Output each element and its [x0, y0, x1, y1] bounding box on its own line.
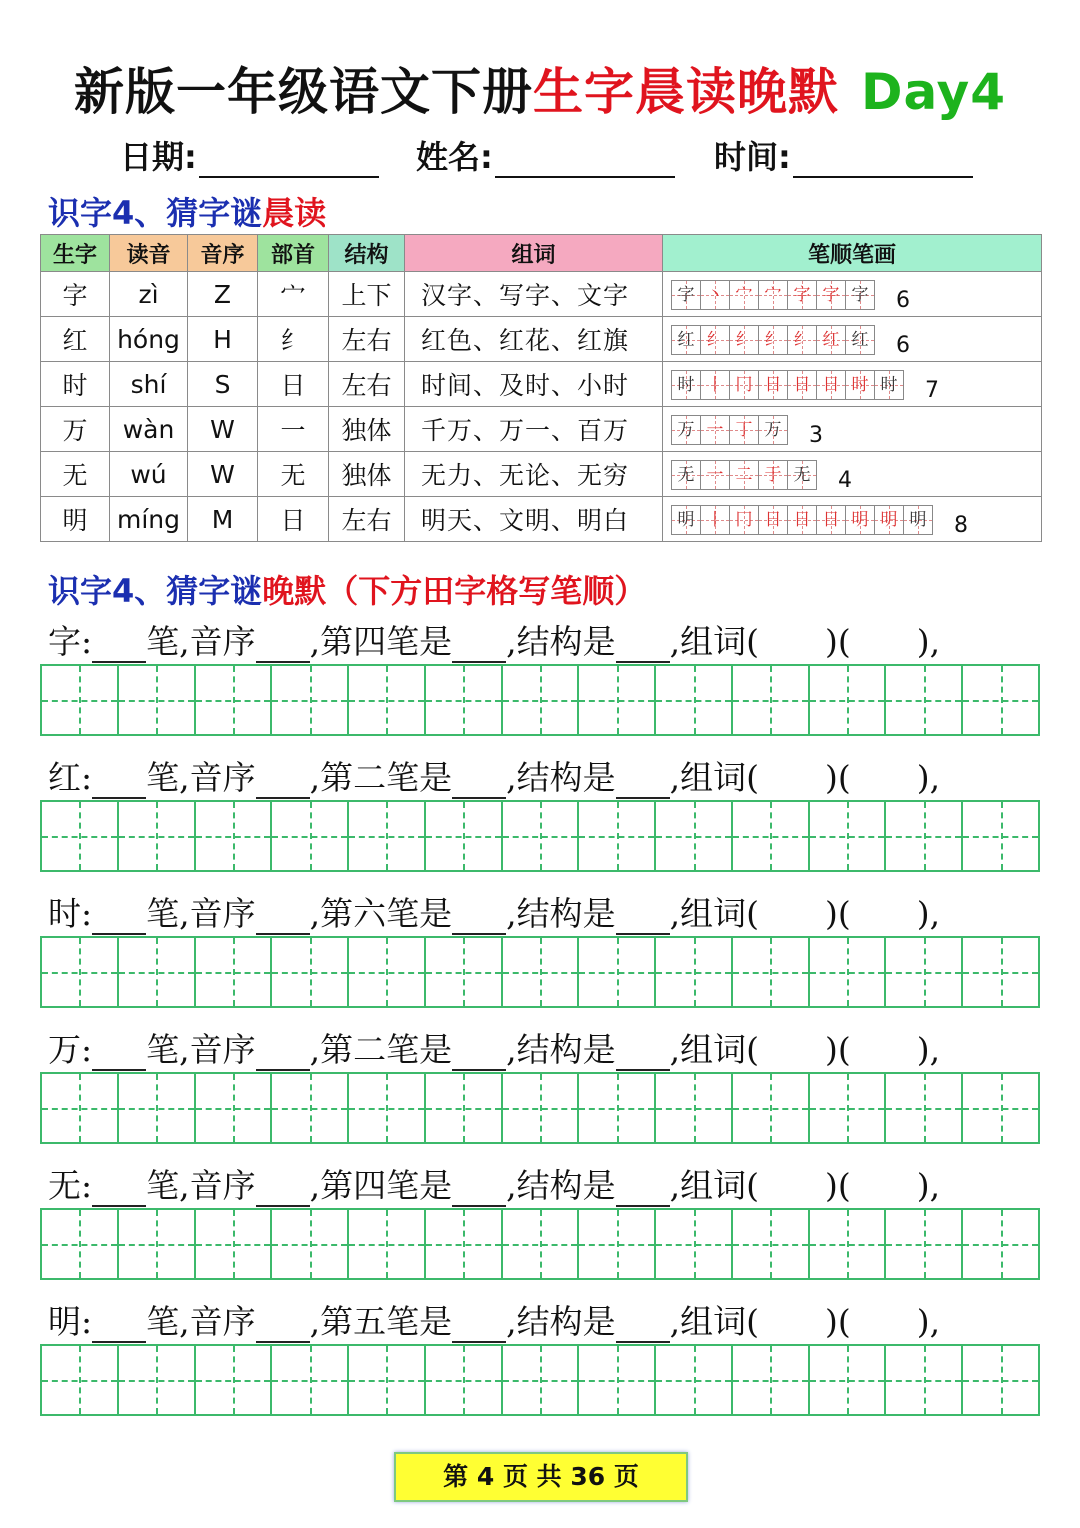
- stroke-step: 字: [845, 280, 875, 310]
- label-words: 组词(: [680, 1166, 759, 1205]
- tianzige-cell[interactable]: [503, 1346, 580, 1414]
- cell-structure: 上下: [329, 272, 405, 317]
- tianzige-cell[interactable]: [119, 1346, 196, 1414]
- cell-structure: 独体: [329, 407, 405, 452]
- tianzige-cell[interactable]: [272, 938, 349, 1006]
- cell-char: 明: [41, 497, 110, 542]
- header-zuci: 组词: [405, 235, 663, 272]
- answer-blank[interactable]: [92, 1311, 146, 1343]
- cell-words: 时间、及时、小时: [405, 362, 663, 407]
- tianzige-cell[interactable]: [963, 666, 1038, 734]
- question-char: 明:: [48, 1302, 93, 1341]
- tianzige-cell[interactable]: [196, 1346, 273, 1414]
- stroke-step: 日: [758, 370, 788, 400]
- label-words: 组词(: [680, 894, 759, 933]
- page-number-badge: 第 4 页 共 36 页: [394, 1452, 688, 1502]
- question-char: 万:: [48, 1030, 93, 1069]
- date-field[interactable]: 日期:: [120, 132, 379, 178]
- tianzige-cell[interactable]: [196, 938, 273, 1006]
- answer-blank[interactable]: [616, 903, 670, 935]
- stroke-step: 日: [816, 505, 846, 535]
- tianzige-cell[interactable]: [272, 802, 349, 870]
- stroke-step: 丁: [729, 415, 759, 445]
- stroke-step: 时: [845, 370, 875, 400]
- label-structure: 结构是: [516, 758, 616, 797]
- header-yinxu: 音序: [188, 235, 258, 272]
- label-strokes: 笔,: [146, 1302, 190, 1341]
- tianzige-cell[interactable]: [349, 938, 426, 1006]
- tianzige-cell[interactable]: [656, 666, 733, 734]
- time-field[interactable]: 时间:: [714, 132, 973, 178]
- stroke-step: 无: [671, 460, 701, 490]
- info-row: [120, 132, 980, 176]
- page-title: [0, 52, 1080, 124]
- label-strokes: 笔,: [146, 622, 190, 661]
- stroke-count: 7: [925, 378, 939, 403]
- stroke-step: 明: [903, 505, 933, 535]
- tianzige-cell[interactable]: [119, 802, 196, 870]
- tianzige-cell[interactable]: [963, 802, 1038, 870]
- cell-char: 时: [41, 362, 110, 407]
- tianzige-cell[interactable]: [810, 938, 887, 1006]
- tianzige-cell[interactable]: [196, 1074, 273, 1142]
- label-initial: 音序: [189, 622, 256, 661]
- answer-blank[interactable]: [256, 631, 310, 663]
- cell-initial: Z: [188, 272, 258, 317]
- answer-blank[interactable]: [256, 1175, 310, 1207]
- label-structure: 结构是: [516, 1030, 616, 1069]
- stroke-step: 宀: [758, 280, 788, 310]
- cell-pinyin: míng: [110, 497, 188, 542]
- stroke-step: 日: [758, 505, 788, 535]
- cell-pinyin: wàn: [110, 407, 188, 452]
- tianzige-cell[interactable]: [733, 1210, 810, 1278]
- stroke-step: 纟: [700, 325, 730, 355]
- label-nth-stroke: 第四笔是: [320, 1166, 453, 1205]
- stroke-step: 丨: [700, 505, 730, 535]
- question-char: 无:: [48, 1166, 93, 1205]
- table-row: [41, 497, 1042, 542]
- label-strokes: 笔,: [146, 1166, 190, 1205]
- label-nth-stroke: 第五笔是: [320, 1302, 453, 1341]
- tianzige-cell[interactable]: [426, 1074, 503, 1142]
- character-table: [40, 234, 1042, 542]
- label-nth-stroke: 第二笔是: [320, 1030, 453, 1069]
- tianzige-cell[interactable]: [503, 938, 580, 1006]
- header-bushou: 部首: [258, 235, 329, 272]
- stroke-step: 丶: [700, 280, 730, 310]
- tianzige-row: [40, 664, 1040, 736]
- tianzige-cell[interactable]: [426, 802, 503, 870]
- cell-structure: 左右: [329, 362, 405, 407]
- stroke-count: 6: [896, 333, 910, 358]
- cell-stroke-order: [663, 317, 1042, 362]
- tianzige-cell[interactable]: [119, 938, 196, 1006]
- stroke-step: 无: [787, 460, 817, 490]
- label-structure: 结构是: [516, 622, 616, 661]
- table-row: [41, 362, 1042, 407]
- tianzige-cell[interactable]: [886, 1210, 963, 1278]
- stroke-step: 红: [845, 325, 875, 355]
- tianzige-cell[interactable]: [426, 666, 503, 734]
- stroke-step: 丨: [700, 370, 730, 400]
- stroke-step: 冂: [729, 370, 759, 400]
- tianzige-row: [40, 1072, 1040, 1144]
- tianzige-cell[interactable]: [963, 1346, 1038, 1414]
- cell-pinyin: shí: [110, 362, 188, 407]
- tianzige-cell[interactable]: [503, 802, 580, 870]
- label-initial: 音序: [189, 1030, 256, 1069]
- cell-char: 无: [41, 452, 110, 497]
- table-row: [41, 272, 1042, 317]
- stroke-step: 明: [874, 505, 904, 535]
- label-strokes: 笔,: [146, 758, 190, 797]
- answer-blank[interactable]: [256, 767, 310, 799]
- label-initial: 音序: [189, 1302, 256, 1341]
- cell-words: 明天、文明、明白: [405, 497, 663, 542]
- tianzige-cell[interactable]: [886, 666, 963, 734]
- tianzige-cell[interactable]: [656, 1210, 733, 1278]
- tianzige-cell[interactable]: [426, 1346, 503, 1414]
- title-main: 新版一年级语文下册: [73, 63, 533, 121]
- question-line: 红: 笔,音序 ,第二笔是 ,结构是 ,组词( )( ),: [48, 758, 941, 797]
- tianzige-cell[interactable]: [272, 666, 349, 734]
- cell-stroke-order: [663, 272, 1042, 317]
- tianzige-cell[interactable]: [42, 1346, 119, 1414]
- cell-initial: S: [188, 362, 258, 407]
- cell-stroke-order: [663, 452, 1042, 497]
- stroke-step: 万: [758, 415, 788, 445]
- tianzige-cell[interactable]: [42, 802, 119, 870]
- tianzige-cell[interactable]: [196, 1210, 273, 1278]
- tianzige-cell[interactable]: [272, 1346, 349, 1414]
- tianzige-row: [40, 1208, 1040, 1280]
- tianzige-cell[interactable]: [349, 802, 426, 870]
- tianzige-cell[interactable]: [810, 802, 887, 870]
- tianzige-cell[interactable]: [503, 1074, 580, 1142]
- tianzige-cell[interactable]: [426, 1210, 503, 1278]
- cell-radical: 纟: [258, 317, 329, 362]
- table-row: [41, 317, 1042, 362]
- stroke-step: 一: [700, 460, 730, 490]
- cell-char: 红: [41, 317, 110, 362]
- question-line: 无: 笔,音序 ,第四笔是 ,结构是 ,组词( )( ),: [48, 1166, 941, 1205]
- question-char: 时:: [48, 894, 93, 933]
- cell-initial: H: [188, 317, 258, 362]
- tianzige-cell[interactable]: [733, 1074, 810, 1142]
- tianzige-cell[interactable]: [810, 666, 887, 734]
- tianzige-cell[interactable]: [963, 1074, 1038, 1142]
- tianzige-cell[interactable]: [733, 666, 810, 734]
- question-char: 字:: [48, 622, 93, 661]
- stroke-step: 纟: [787, 325, 817, 355]
- answer-blank[interactable]: [616, 767, 670, 799]
- tianzige-cell[interactable]: [42, 1210, 119, 1278]
- tianzige-row: [40, 800, 1040, 872]
- answer-blank[interactable]: [452, 767, 506, 799]
- cell-initial: M: [188, 497, 258, 542]
- tianzige-cell[interactable]: [886, 1346, 963, 1414]
- cell-stroke-order: [663, 362, 1042, 407]
- stroke-step: 二: [729, 460, 759, 490]
- tianzige-cell[interactable]: [579, 802, 656, 870]
- cell-pinyin: hóng: [110, 317, 188, 362]
- stroke-step: 时: [874, 370, 904, 400]
- stroke-step: 纟: [729, 325, 759, 355]
- name-field[interactable]: 姓名:: [416, 132, 675, 178]
- tianzige-cell[interactable]: [349, 1210, 426, 1278]
- cell-char: 万: [41, 407, 110, 452]
- tianzige-cell[interactable]: [579, 938, 656, 1006]
- answer-blank[interactable]: [92, 1175, 146, 1207]
- label-initial: 音序: [189, 894, 256, 933]
- tianzige-cell[interactable]: [272, 1074, 349, 1142]
- cell-stroke-order: [663, 497, 1042, 542]
- tianzige-cell[interactable]: [886, 802, 963, 870]
- header-bishun: 笔顺笔画: [663, 235, 1042, 272]
- label-words: 组词(: [680, 1302, 759, 1341]
- tianzige-cell[interactable]: [196, 666, 273, 734]
- question-char: 红:: [48, 758, 93, 797]
- tianzige-cell[interactable]: [579, 1210, 656, 1278]
- tianzige-cell[interactable]: [579, 1346, 656, 1414]
- stroke-step: 红: [671, 325, 701, 355]
- answer-blank[interactable]: [452, 631, 506, 663]
- tianzige-cell[interactable]: [579, 666, 656, 734]
- answer-blank[interactable]: [616, 631, 670, 663]
- title-day: Day4: [860, 63, 1007, 121]
- stroke-step: 字: [671, 280, 701, 310]
- stroke-step: 冂: [729, 505, 759, 535]
- cell-initial: W: [188, 452, 258, 497]
- section-evening-heading: 识字4、猜字谜晚默（下方田字格写笔顺）: [48, 572, 647, 610]
- stroke-step: 一: [700, 415, 730, 445]
- tianzige-cell[interactable]: [272, 1210, 349, 1278]
- tianzige-cell[interactable]: [119, 1210, 196, 1278]
- tianzige-cell[interactable]: [886, 938, 963, 1006]
- stroke-count: 6: [896, 288, 910, 313]
- stroke-step: 字: [787, 280, 817, 310]
- answer-blank[interactable]: [452, 1175, 506, 1207]
- label-strokes: 笔,: [146, 1030, 190, 1069]
- answer-blank[interactable]: [92, 631, 146, 663]
- answer-blank[interactable]: [616, 1039, 670, 1071]
- tianzige-cell[interactable]: [503, 666, 580, 734]
- cell-radical: 无: [258, 452, 329, 497]
- cell-pinyin: wú: [110, 452, 188, 497]
- tianzige-cell[interactable]: [733, 802, 810, 870]
- section-morning-heading: 识字4、猜字谜晨读: [48, 194, 327, 232]
- tianzige-cell[interactable]: [810, 1210, 887, 1278]
- answer-blank[interactable]: [256, 1311, 310, 1343]
- cell-radical: 日: [258, 497, 329, 542]
- tianzige-row: [40, 1344, 1040, 1416]
- tianzige-cell[interactable]: [886, 1074, 963, 1142]
- tianzige-cell[interactable]: [810, 1346, 887, 1414]
- cell-words: 千万、万一、百万: [405, 407, 663, 452]
- stroke-step: 日: [816, 370, 846, 400]
- cell-structure: 左右: [329, 497, 405, 542]
- question-line: 字: 笔,音序 ,第四笔是 ,结构是 ,组词( )( ),: [48, 622, 941, 661]
- header-shengzi: 生字: [41, 235, 110, 272]
- stroke-step: 宀: [729, 280, 759, 310]
- stroke-step: 字: [816, 280, 846, 310]
- label-words: 组词(: [680, 1030, 759, 1069]
- answer-blank[interactable]: [452, 1311, 506, 1343]
- stroke-step: 日: [787, 370, 817, 400]
- stroke-step: 万: [671, 415, 701, 445]
- tianzige-cell[interactable]: [119, 666, 196, 734]
- stroke-step: 明: [671, 505, 701, 535]
- question-line: 时: 笔,音序 ,第六笔是 ,结构是 ,组词( )( ),: [48, 894, 941, 933]
- stroke-step: 纟: [758, 325, 788, 355]
- answer-blank[interactable]: [92, 767, 146, 799]
- label-nth-stroke: 第四笔是: [320, 622, 453, 661]
- tianzige-row: [40, 936, 1040, 1008]
- tianzige-cell[interactable]: [656, 802, 733, 870]
- header-jiegou: 结构: [329, 235, 405, 272]
- label-structure: 结构是: [516, 894, 616, 933]
- cell-initial: W: [188, 407, 258, 452]
- tianzige-cell[interactable]: [579, 1074, 656, 1142]
- cell-structure: 左右: [329, 317, 405, 362]
- stroke-step: 于: [758, 460, 788, 490]
- tianzige-cell[interactable]: [656, 938, 733, 1006]
- stroke-step: 日: [787, 505, 817, 535]
- table-row: [41, 407, 1042, 452]
- stroke-count: 3: [809, 423, 823, 448]
- label-structure: 结构是: [516, 1166, 616, 1205]
- answer-blank[interactable]: [616, 1175, 670, 1207]
- answer-blank[interactable]: [92, 1039, 146, 1071]
- header-duyin: 读音: [110, 235, 188, 272]
- cell-stroke-order: [663, 407, 1042, 452]
- tianzige-cell[interactable]: [656, 1346, 733, 1414]
- label-strokes: 笔,: [146, 894, 190, 933]
- tianzige-cell[interactable]: [733, 938, 810, 1006]
- cell-pinyin: zì: [110, 272, 188, 317]
- tianzige-cell[interactable]: [733, 1346, 810, 1414]
- cell-words: 无力、无论、无穷: [405, 452, 663, 497]
- answer-blank[interactable]: [616, 1311, 670, 1343]
- answer-blank[interactable]: [452, 1039, 506, 1071]
- tianzige-cell[interactable]: [349, 1346, 426, 1414]
- question-line: 明: 笔,音序 ,第五笔是 ,结构是 ,组词( )( ),: [48, 1302, 941, 1341]
- cell-words: 汉字、写字、文字: [405, 272, 663, 317]
- cell-char: 字: [41, 272, 110, 317]
- cell-words: 红色、红花、红旗: [405, 317, 663, 362]
- label-nth-stroke: 第二笔是: [320, 758, 453, 797]
- stroke-step: 红: [816, 325, 846, 355]
- table-row: [41, 452, 1042, 497]
- cell-structure: 独体: [329, 452, 405, 497]
- answer-blank[interactable]: [256, 903, 310, 935]
- table-header-row: [41, 235, 1042, 272]
- stroke-count: 8: [954, 513, 968, 538]
- tianzige-cell[interactable]: [810, 1074, 887, 1142]
- label-initial: 音序: [189, 1166, 256, 1205]
- title-highlight: 生字晨读晚默: [532, 63, 839, 121]
- tianzige-cell[interactable]: [349, 666, 426, 734]
- stroke-count: 4: [838, 468, 852, 493]
- answer-blank[interactable]: [92, 903, 146, 935]
- label-structure: 结构是: [516, 1302, 616, 1341]
- tianzige-cell[interactable]: [656, 1074, 733, 1142]
- cell-radical: 宀: [258, 272, 329, 317]
- tianzige-cell[interactable]: [426, 938, 503, 1006]
- answer-blank[interactable]: [452, 903, 506, 935]
- tianzige-cell[interactable]: [42, 666, 119, 734]
- label-initial: 音序: [189, 758, 256, 797]
- tianzige-cell[interactable]: [349, 1074, 426, 1142]
- cell-radical: 日: [258, 362, 329, 407]
- tianzige-cell[interactable]: [42, 938, 119, 1006]
- tianzige-cell[interactable]: [503, 1210, 580, 1278]
- tianzige-cell[interactable]: [963, 1210, 1038, 1278]
- tianzige-cell[interactable]: [119, 1074, 196, 1142]
- label-words: 组词(: [680, 622, 759, 661]
- tianzige-cell[interactable]: [196, 802, 273, 870]
- tianzige-cell[interactable]: [963, 938, 1038, 1006]
- answer-blank[interactable]: [256, 1039, 310, 1071]
- label-nth-stroke: 第六笔是: [320, 894, 453, 933]
- stroke-step: 明: [845, 505, 875, 535]
- cell-radical: 一: [258, 407, 329, 452]
- tianzige-cell[interactable]: [42, 1074, 119, 1142]
- question-line: 万: 笔,音序 ,第二笔是 ,结构是 ,组词( )( ),: [48, 1030, 941, 1069]
- stroke-step: 时: [671, 370, 701, 400]
- label-words: 组词(: [680, 758, 759, 797]
